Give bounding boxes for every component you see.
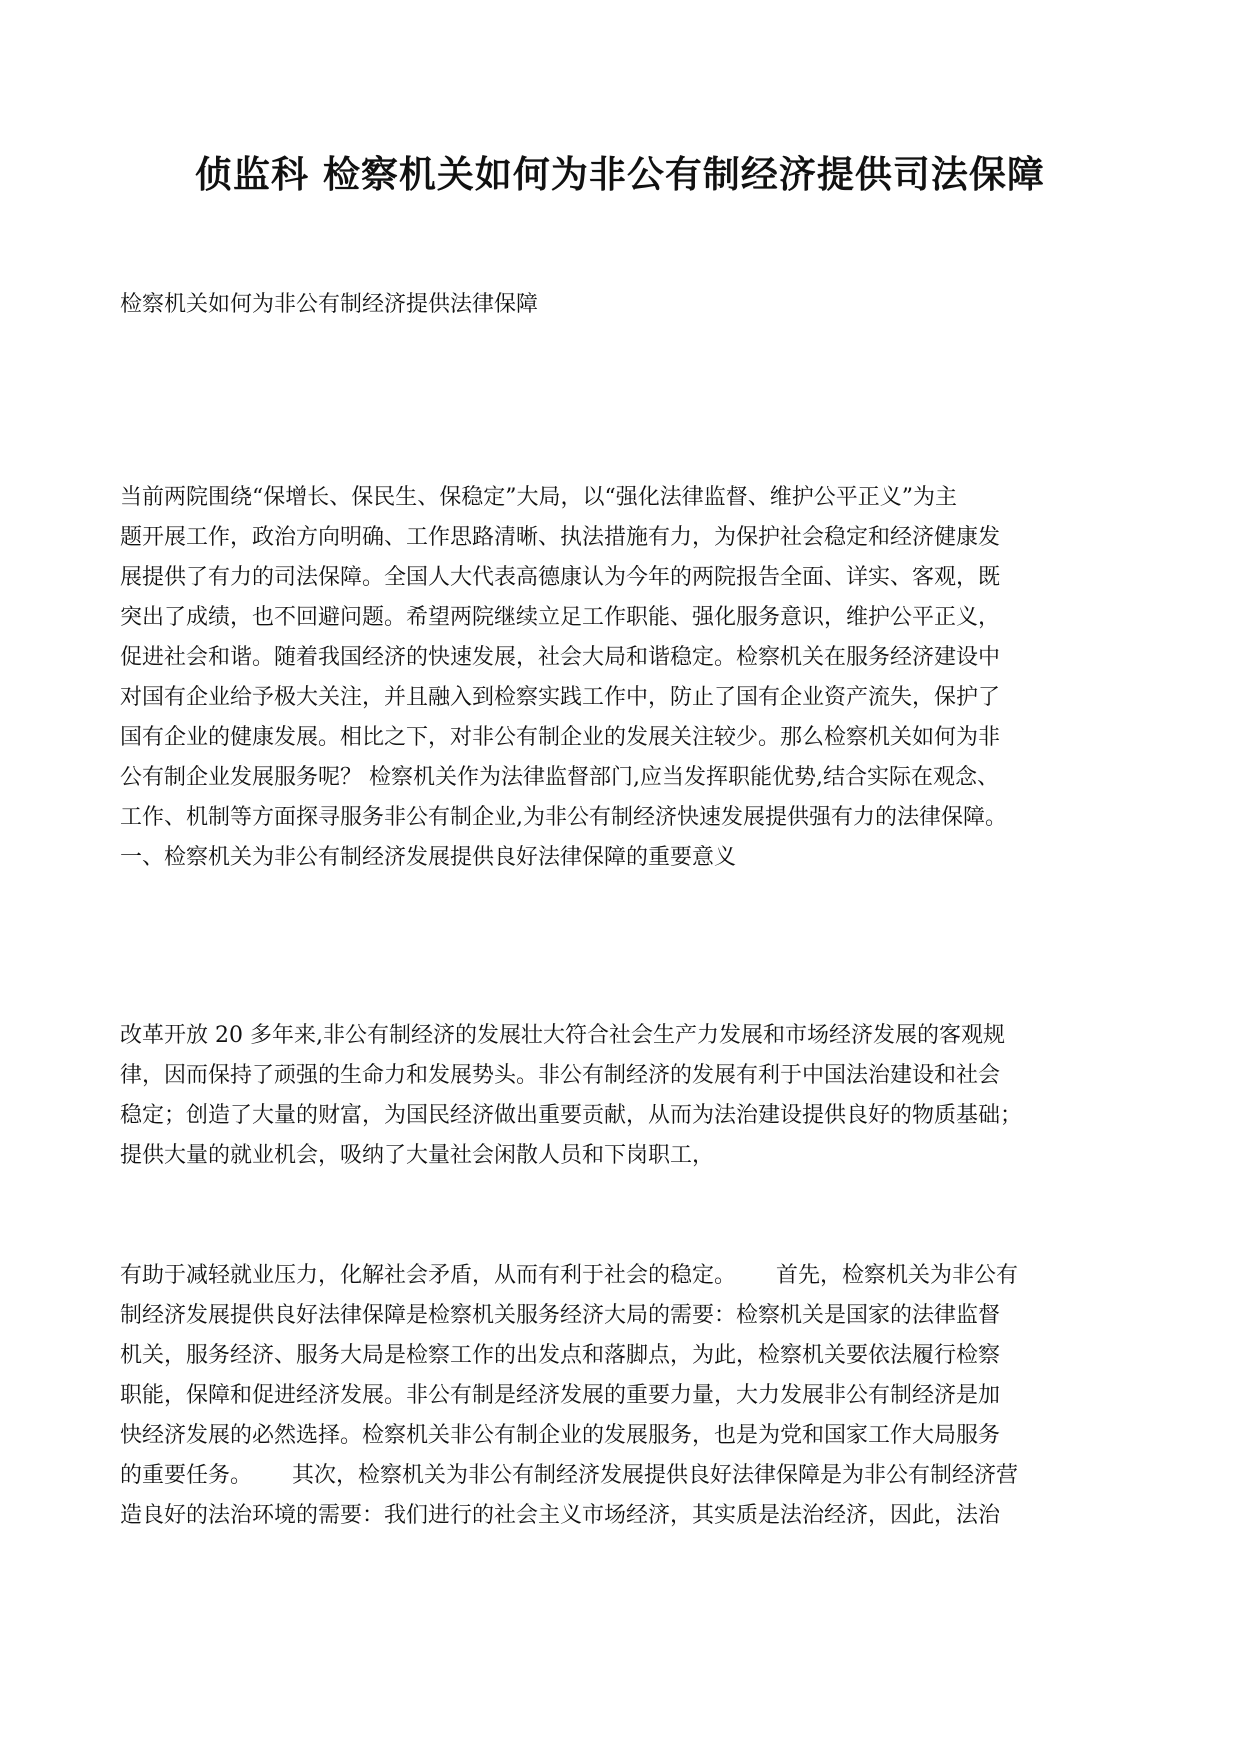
paragraph-line: 当前两院围绕“保增长、保民生、保稳定”大局，以“强化法律监督、维护公平正义”为主	[120, 485, 957, 510]
paragraph-line: 稳定；创造了大量的财富，为国民经济做出重要贡献，从而为法治建设提供良好的物质基础；	[120, 1103, 1023, 1128]
section-heading: 一、检察机关为非公有制经济发展提供良好法律保障的重要意义	[120, 845, 737, 870]
line-segment: 其次，检察机关为非公有制经济发展提供良好法律保障是为非公有制经济营	[292, 1463, 1019, 1488]
paragraph-line: 展提供了有力的司法保障。全国人大代表高德康认为今年的两院报告全面、详实、客观，既	[120, 565, 1001, 590]
line-segment: 有助于减轻就业压力，化解社会矛盾，从而有利于社会的稳定。	[120, 1263, 737, 1288]
paragraph-reform	[120, 1016, 1122, 1176]
paragraph-line: 国有企业的健康发展。相比之下，对非公有制企业的发展关注较少。那么检察机关如何为非	[120, 725, 1001, 750]
paragraph-line: 题开展工作，政治方向明确、工作思路清晰、执法措施有力，为保护社会稳定和经济健康发	[120, 525, 1001, 550]
paragraph-line: 机关，服务经济、服务大局是检察工作的出发点和落脚点，为此，检察机关要依法履行检察	[120, 1343, 1001, 1368]
paragraph-line: 突出了成绩，也不回避问题。希望两院继续立足工作职能、强化服务意识，维护公平正义，	[120, 605, 1001, 630]
paragraph-intro	[120, 478, 1122, 878]
paragraph-line	[120, 1456, 1122, 1496]
paragraph-line: 工作、机制等方面探寻服务非公有制企业,为非公有制经济快速发展提供强有力的法律保障。	[120, 805, 1007, 830]
paragraph-line: 改革开放 20 多年来,非公有制经济的发展壮大符合社会生产力发展和市场经济发展的客观规	[120, 1023, 1005, 1048]
paragraph-line	[120, 1256, 1122, 1296]
document-title: 侦监科 检察机关如何为非公有制经济提供司法保障	[195, 152, 1045, 196]
paragraph-significance	[120, 1256, 1122, 1536]
paragraph-line: 对国有企业给予极大关注，并且融入到检察实践工作中，防止了国有企业资产流失，保护了	[120, 685, 1001, 710]
paragraph-line: 造良好的法治环境的需要：我们进行的社会主义市场经济，其实质是法治经济，因此，法治	[120, 1503, 1001, 1528]
paragraph-line: 职能，保障和促进经济发展。非公有制是经济发展的重要力量，大力发展非公有制经济是加	[120, 1383, 1001, 1408]
paragraph-line: 快经济发展的必然选择。检察机关非公有制企业的发展服务，也是为党和国家工作大局服务	[120, 1423, 1001, 1448]
line-segment: 的重要任务。	[120, 1463, 253, 1488]
paragraph-line: 制经济发展提供良好法律保障是检察机关服务经济大局的需要：检察机关是国家的法律监督	[120, 1303, 1001, 1328]
paragraph-line: 促进社会和谐。随着我国经济的快速发展，社会大局和谐稳定。检察机关在服务经济建设中	[120, 645, 1001, 670]
line-segment: 首先，检察机关为非公有	[776, 1263, 1019, 1288]
paragraph-line: 提供大量的就业机会，吸纳了大量社会闲散人员和下岗职工，	[120, 1143, 715, 1168]
paragraph-line: 公有制企业发展服务呢？ 检察机关作为法律监督部门,应当发挥职能优势,结合实际在观念、	[120, 765, 999, 790]
document-subtitle: 检察机关如何为非公有制经济提供法律保障	[120, 292, 539, 317]
paragraph-line: 律，因而保持了顽强的生命力和发展势头。非公有制经济的发展有利于中国法治建设和社会	[120, 1063, 1001, 1088]
